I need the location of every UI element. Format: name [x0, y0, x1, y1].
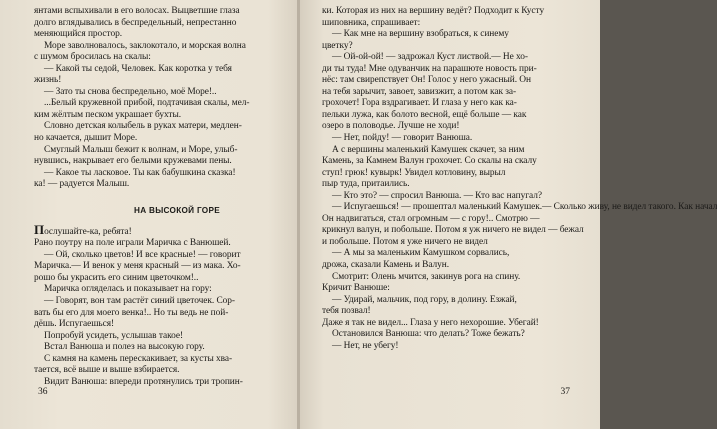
- text-line: и побольше. Потом я уже ничего не видел: [322, 236, 488, 247]
- text-line: дрожа, сказали Камень и Валун.: [322, 260, 450, 271]
- text-line: ка! — радуется Малыш.: [34, 179, 130, 190]
- text-line: но качается, дышит Море.: [34, 133, 138, 144]
- text-line: Встал Ванюша и полез на высокую гору.: [44, 342, 205, 353]
- chapter-heading: НА ВЫСОКОЙ ГОРЕ: [134, 205, 220, 215]
- text-line: с шумом бросилась на скалы:: [34, 52, 151, 63]
- text-line: тебя позвал!: [322, 306, 371, 317]
- text-line: крикнул валун, и побольше. Потом я уж ничего не видел — бежал: [322, 225, 584, 236]
- text-line: Рано поутру на поле играли Маричка с Ванюшей.: [34, 238, 231, 249]
- text-line: жизнь!: [34, 75, 62, 86]
- text-line: — Удирай, мальчик, под гору, в долину. Езжай,: [332, 294, 517, 305]
- drop-cap: П: [34, 221, 45, 237]
- text-line: — А мы за маленьким Камушком сорвались,: [332, 248, 510, 259]
- page-number-left: 36: [38, 387, 48, 397]
- text-line: Камень, за Камнем Валун грохочет. Со скалы на скалу: [322, 156, 537, 167]
- text-line: шиповника, спрашивает:: [322, 17, 421, 28]
- text-line: — Как мне на вершину взобраться, к синему: [332, 29, 509, 40]
- text-line: Смуглый Малыш бежит к волнам, и Море, улыб-: [44, 144, 238, 155]
- text-line: грохочет! Гора вздрагивает. И глаза у него как ка-: [322, 98, 517, 109]
- page-number-right: 37: [560, 387, 570, 397]
- text-line: янтами вспыхивали в его волосах. Выцветшие глаза: [34, 6, 240, 16]
- right-page-text: [322, 6, 717, 352]
- text-line: на тебя зарычит, завоет, завизжит, а потом как за-: [322, 86, 517, 97]
- text-line: — Кто это? — спросил Ванюша. — Кто вас напугал?: [332, 190, 542, 201]
- text-line: — Ой-ой-ой! — задрожал Куст листвой.— Не хо-: [332, 52, 528, 63]
- text-line: — Нет, пойду! — говорит Ванюша.: [332, 133, 473, 144]
- text-line: ступ! грюк! кувырк! Увидел котловину, вырыл: [322, 167, 506, 178]
- text-line: тается, всё выше и выше взбирается.: [34, 365, 180, 376]
- text-line: Он надвигаться, стал огромным — с гору!.. Смотрю —: [322, 213, 540, 224]
- text-line: ди ты туда! Мне одуванчик на парашюте новость при-: [322, 63, 537, 74]
- text-line: рошо бы украсить его синим цветочком!..: [34, 272, 199, 283]
- text-line: нёс: там свирепствует Он! Голос у него ужасный. Он: [322, 75, 531, 86]
- text-line: ...Белый кружевной прибой, подтачивая скалы, мел-: [44, 98, 250, 109]
- text-line: А с вершины маленький Камушек скачет, за ним: [332, 144, 525, 155]
- right-page: [300, 0, 717, 429]
- text-line: — Ой, сколько цветов! И все красные! — говорит: [44, 249, 241, 260]
- text-line: — Нет, не убегу!: [332, 340, 399, 351]
- text-line: Остановился Ванюша: что делать? Тоже бежать?: [332, 329, 525, 340]
- drop-cap-line-text: ослушайте-ка, ребята!: [44, 226, 132, 237]
- text-line: Море заволновалось, заклокотало, и морская волна: [44, 40, 246, 51]
- text-line: Видит Ванюша: впереди протянулись три тропин-: [44, 376, 243, 387]
- text-line: ки. Которая из них на вершину ведёт? Подходит к Кусту: [322, 6, 545, 16]
- text-line: долго вглядывались в беспредельный, непрестанно: [34, 17, 237, 28]
- text-line: Попробуй усидеть, услышав такое!: [44, 330, 184, 341]
- text-line: меняющийся простор.: [34, 29, 123, 40]
- text-line: Кричит Ванюше:: [322, 283, 390, 294]
- text-line: нувшись, накрывает его белыми кружевами пены.: [34, 156, 232, 167]
- text-line: — Говорят, вон там растёт синий цветочек. Сор-: [44, 296, 236, 307]
- text-line: — Какое ты ласковое. Ты как бабушкина сказка!: [44, 167, 236, 178]
- left-page-text: [34, 6, 274, 388]
- text-line: пыр туда, притаились.: [322, 179, 410, 190]
- text-line-drop-cap: [34, 221, 274, 239]
- text-line: — Испугаешься! — прошептал маленький Камушек.— Сколько живу, не видел такого. Как начал: [332, 202, 717, 213]
- left-page: [0, 0, 298, 429]
- text-line: Даже я так не видел... Глаза у него нехорошие. Убегай!: [322, 317, 539, 328]
- text-line: вать бы его для моего венка!.. Но ты ведь не пой-: [34, 307, 229, 318]
- text-line: пельки лужа, как болото весной, ещё больше — как: [322, 109, 527, 120]
- text-line: дёшь. Испугаешься!: [34, 319, 115, 330]
- text-line: озеро в половодье. Лучше не ходи!: [322, 121, 460, 132]
- text-line: Маричка огляделась и показывает на гору:: [44, 284, 212, 295]
- text-line: ким жёлтым песком украшает бухты.: [34, 109, 181, 120]
- text-line: — Какой ты седой, Человек. Как коротка у тебя: [44, 63, 232, 74]
- text-line: Словно детская колыбель в руках матери, медлен-: [44, 121, 242, 132]
- text-line: — Зато ты снова беспредельно, моё Море!..: [44, 86, 217, 97]
- text-line: С камня на камень перескакивает, за кусты хва-: [44, 353, 233, 364]
- text-line: Маричка.— И венок у меня красный — из мака. Хо-: [34, 261, 241, 272]
- text-line: Смотрит: Олень мчится, закинув рога на спину.: [332, 271, 521, 282]
- text-line: цветку?: [322, 40, 353, 51]
